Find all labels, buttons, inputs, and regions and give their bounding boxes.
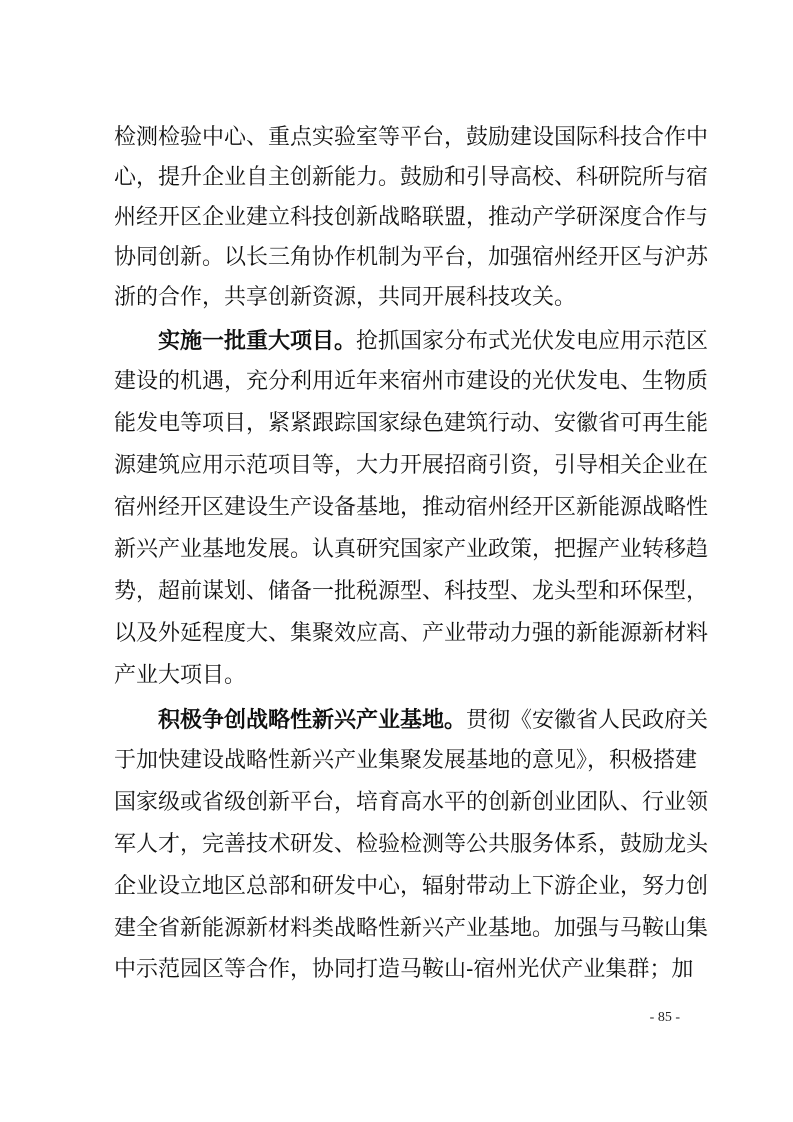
page-number: - 85 -	[649, 1010, 680, 1025]
text-line: 国家级或省级创新平台，培育高水平的创新创业团队、行业领	[114, 790, 709, 815]
text-line: 州经开区企业建立科技创新战略联盟，推动产学研深度合作与	[114, 205, 709, 230]
text-line: 势，超前谋划、储备一批税源型、科技型、龙头型和环保型，	[114, 579, 709, 604]
paragraph-first-line	[158, 700, 709, 740]
text-line: 建设的机遇，充分利用近年来宿州市建设的光伏发电、生物质	[114, 369, 709, 394]
section-heading: 积极争创战略性新兴产业基地。	[158, 707, 467, 733]
text-line: 能发电等项目，紧紧跟踪国家绿色建筑行动、安徽省可再生能	[114, 411, 709, 436]
text-line: 企业设立地区总部和研发中心，辐射带动上下游企业，努力创	[114, 874, 709, 899]
text-line: 中示范园区等合作，协同打造马鞍山-宿州光伏产业集群；加	[114, 957, 694, 982]
text-run: 贯彻《安徽省人民政府关	[466, 708, 709, 733]
text-line: 以及外延程度大、集聚效应高、产业带动力强的新能源新材料	[114, 621, 709, 646]
text-line: 产业大项目。	[114, 663, 247, 688]
text-line: 协同创新。以长三角协作机制为平台，加强宿州经开区与沪苏	[114, 245, 709, 270]
text-line: 宿州经开区建设生产设备基地，推动宿州经开区新能源战略性	[114, 495, 709, 520]
text-line: 军人才，完善技术研发、检验检测等公共服务体系，鼓励龙头	[114, 832, 709, 857]
text-line: 新兴产业基地发展。认真研究国家产业政策，把握产业转移趋	[114, 537, 709, 562]
text-line: 于加快建设战略性新兴产业集聚发展基地的意见》，积极搭建	[114, 748, 698, 773]
text-line: 建全省新能源新材料类战略性新兴产业基地。加强与马鞍山集	[114, 916, 709, 941]
text-run: 抢抓国家分布式光伏发电应用示范区	[356, 329, 709, 354]
text-line: 浙的合作，共享创新资源，共同开展科技攻关。	[114, 285, 577, 310]
text-line: 检测检验中心、重点实验室等平台，鼓励建设国际科技合作中	[114, 125, 709, 150]
paragraph-first-line	[158, 321, 709, 361]
section-heading: 实施一批重大项目。	[158, 328, 357, 354]
text-line: 源建筑应用示范项目等，大力开展招商引资，引导相关企业在	[114, 453, 709, 478]
text-line: 心，提升企业自主创新能力。鼓励和引导高校、科研院所与宿	[114, 165, 709, 190]
